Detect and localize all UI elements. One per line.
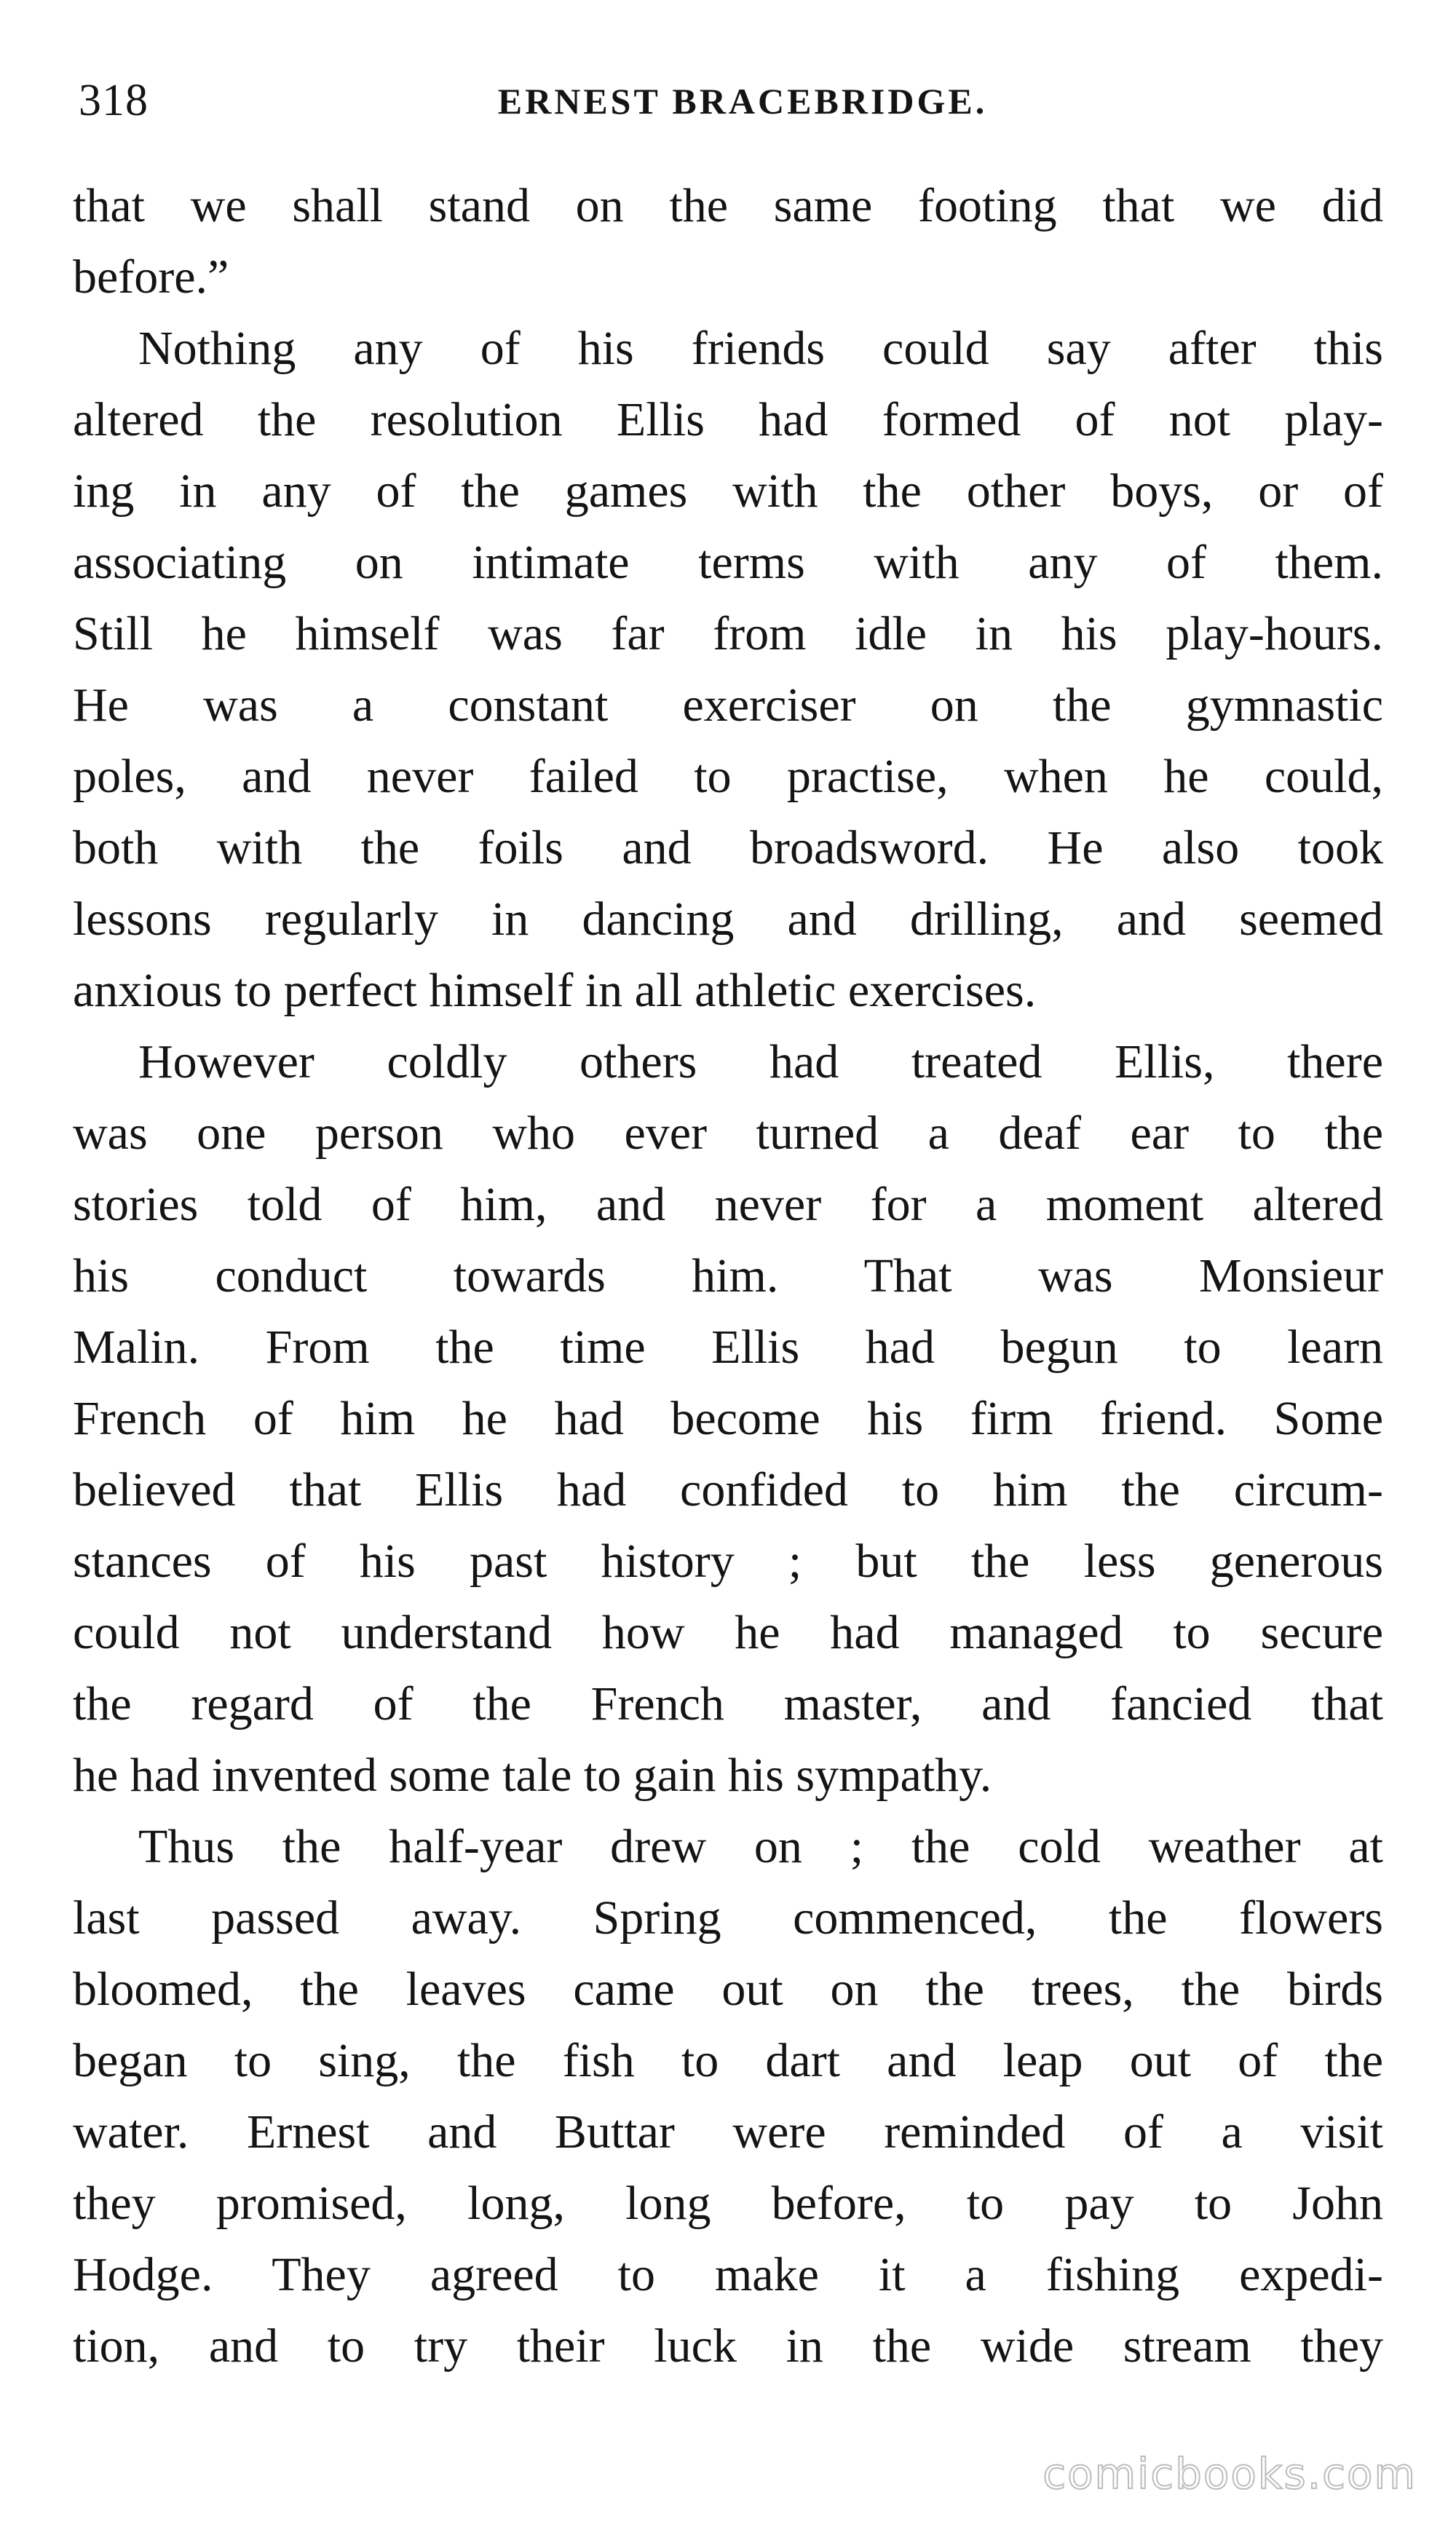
text-line: lessons regularly in dancing and drilling, and seemed (73, 893, 1383, 946)
page-header (73, 71, 1383, 130)
text-line: tion, and to try their luck in the wide stream they (73, 2319, 1383, 2373)
text-line: anxious to perfect himself in all athletic exercises. (73, 964, 1037, 1017)
text-line: his conduct towards him. That was Monsieur (73, 1249, 1383, 1302)
text-line: began to sing, the fish to dart and leap out of the (73, 2034, 1383, 2087)
text-line: was one person who ever turned a deaf ear to the (73, 1107, 1383, 1160)
text-line: Thus the half-year drew on ; the cold weather at (138, 1820, 1383, 1873)
text-line: last passed away. Spring commenced, the flowers (73, 1891, 1383, 1945)
text-line: stories told of him, and never for a moment altered (73, 1178, 1383, 1231)
text-line: He was a constant exerciser on the gymnastic (73, 679, 1383, 732)
text-line: poles, and never failed to practise, when he could, (73, 750, 1383, 803)
text-line: Hodge. They agreed to make it a fishing expedi- (73, 2248, 1383, 2301)
text-line: they promised, long, long before, to pay to John (73, 2177, 1383, 2230)
text-line: stances of his past history ; but the less generous (73, 1535, 1383, 1588)
text-line: he had invented some tale to gain his sympathy. (73, 1749, 992, 1802)
text-line: before.” (73, 250, 229, 304)
body-text (73, 170, 1383, 2382)
text-line: ing in any of the games with the other boys, or of (73, 464, 1383, 518)
text-line: French of him he had become his firm friend. Some (73, 1392, 1383, 1445)
text-line: However coldly others had treated Ellis, there (138, 1035, 1383, 1088)
text-line: bloomed, the leaves came out on the trees, the birds (73, 1963, 1383, 2016)
text-line: altered the resolution Ellis had formed of not play- (73, 393, 1383, 446)
page-number: 318 (79, 76, 149, 125)
text-line: associating on intimate terms with any of them. (73, 536, 1383, 589)
text-line: Malin. From the time Ellis had begun to learn (73, 1321, 1383, 1374)
text-line: could not understand how he had managed to secure (73, 1606, 1383, 1659)
text-line: that we shall stand on the same footing that we did (73, 179, 1383, 232)
text-line: Nothing any of his friends could say after this (138, 322, 1383, 375)
running-head: ERNEST BRACEBRIDGE. (497, 81, 988, 122)
text-line: both with the foils and broadsword. He also took (73, 821, 1383, 874)
text-line: water. Ernest and Buttar were reminded of a visit (73, 2105, 1383, 2159)
watermark: comicbooks.com (1042, 2449, 1417, 2499)
text-line: the regard of the French master, and fancied that (73, 1677, 1383, 1730)
text-line: believed that Ellis had confided to him the circum- (73, 1463, 1383, 1516)
text-line: Still he himself was far from idle in his play-hours. (73, 607, 1383, 660)
